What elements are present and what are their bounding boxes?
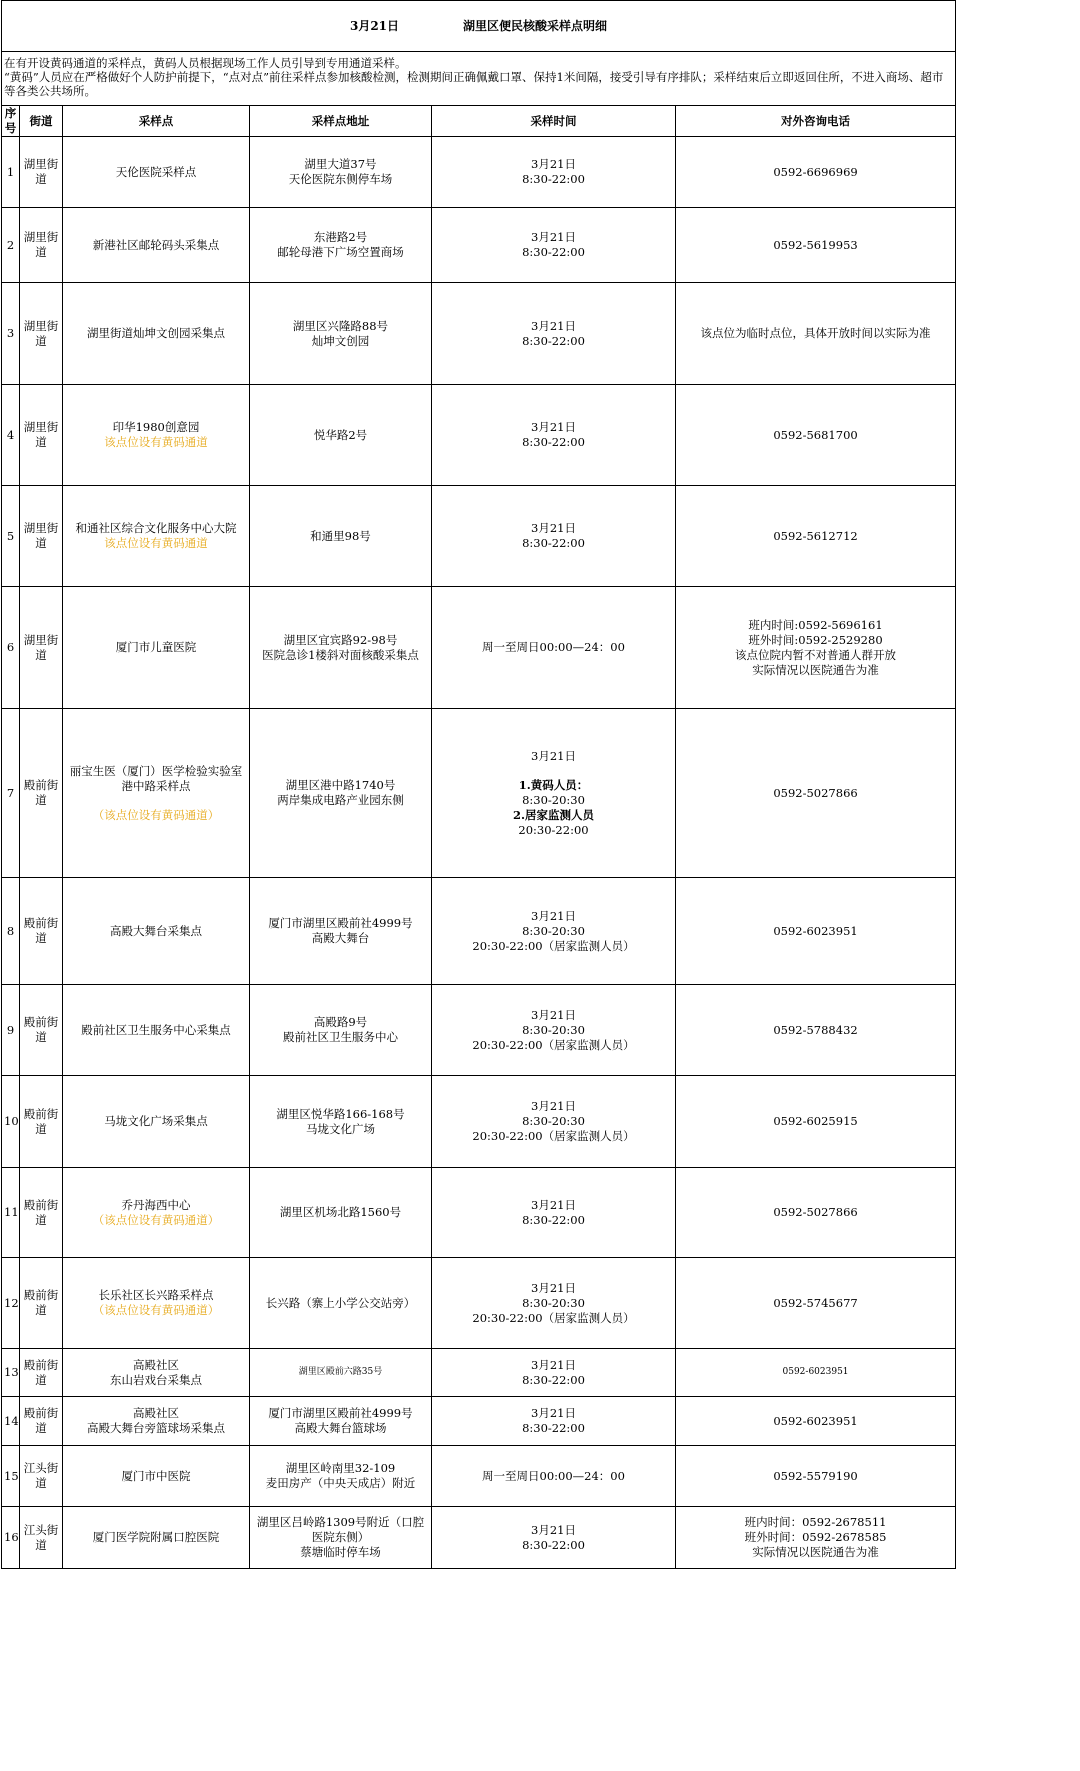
cell-phone xyxy=(676,1076,956,1168)
site-name-line: 高殿大舞台采集点 xyxy=(110,923,202,938)
table-row xyxy=(2,137,956,208)
document-title xyxy=(2,1,956,52)
table-row xyxy=(2,1168,956,1258)
cell-no: 1 xyxy=(2,137,20,208)
cell-phone xyxy=(676,137,956,208)
table-row xyxy=(2,985,956,1076)
notice-text xyxy=(2,52,956,106)
table-row xyxy=(2,208,956,283)
cell-address xyxy=(250,385,432,486)
table-row xyxy=(2,385,956,486)
time-line: 3月21日 xyxy=(531,1007,576,1022)
cell-time xyxy=(432,283,676,385)
cell-phone xyxy=(676,587,956,709)
cell-time xyxy=(432,137,676,208)
header-phone: 对外咨询电话 xyxy=(676,106,956,137)
table-row xyxy=(2,486,956,587)
cell-phone xyxy=(676,486,956,587)
address-line: 和通里98号 xyxy=(310,528,371,543)
cell-time xyxy=(432,985,676,1076)
cell-phone xyxy=(676,1397,956,1446)
table-row xyxy=(2,1258,956,1349)
cell-no: 9 xyxy=(2,985,20,1076)
phone-line: 0592-6025915 xyxy=(773,1114,858,1128)
phone-line: 实际情况以医院通告为准 xyxy=(752,1545,879,1559)
phone-line: 该点位院内暂不对普通人群开放 xyxy=(735,647,897,662)
cell-site xyxy=(63,878,250,985)
phone-line: 0592-6023951 xyxy=(782,1367,849,1377)
time-line: 8:30-22:00 xyxy=(522,1212,585,1227)
address-line: 两岸集成电路产业园东侧 xyxy=(277,793,404,807)
table-row xyxy=(2,1076,956,1168)
time-line: 3月21日 xyxy=(531,318,576,333)
time-line: 8:30-22:00 xyxy=(522,1537,585,1552)
site-name-line: 东山岩戏台采集点 xyxy=(110,1372,202,1387)
address-line: 蔡塘临时停车场 xyxy=(300,1545,381,1559)
time-line: 3月21日 xyxy=(531,1280,576,1295)
time-line: 8:30-22:00 xyxy=(522,1372,585,1387)
site-name-line: 印华1980创意园 xyxy=(112,420,200,434)
cell-no: 12 xyxy=(2,1258,20,1349)
time-line: 3月21日 xyxy=(531,157,576,171)
site-name-line: 高殿社区 xyxy=(133,1357,179,1372)
time-label-line: 1.黄码人员： xyxy=(518,777,589,792)
cell-site xyxy=(63,1507,250,1569)
time-line: 8:30-20:30 xyxy=(522,1295,585,1310)
cell-address xyxy=(250,1507,432,1569)
cell-phone xyxy=(676,985,956,1076)
cell-no: 16 xyxy=(2,1507,20,1569)
cell-street: 殿前街道 xyxy=(20,878,63,985)
header-address: 采样点地址 xyxy=(250,106,432,137)
cell-street: 江头街道 xyxy=(20,1446,63,1507)
cell-site xyxy=(63,1446,250,1507)
time-line: 3月21日 xyxy=(531,420,576,434)
time-line: 3月21日 xyxy=(531,230,576,244)
address-line: 湖里区吕岭路1309号附近（口腔 xyxy=(256,1515,425,1529)
cell-phone xyxy=(676,385,956,486)
table-row xyxy=(2,1507,956,1569)
time-line: 3月21日 xyxy=(531,908,576,923)
cell-time xyxy=(432,385,676,486)
address-line: 天伦医院东侧停车场 xyxy=(288,172,393,186)
cell-phone xyxy=(676,1258,956,1349)
cell-site xyxy=(63,1397,250,1446)
time-line: 8:30-22:00 xyxy=(522,536,585,550)
time-line: 3月21日 xyxy=(531,1099,576,1113)
cell-time xyxy=(432,208,676,283)
cell-time xyxy=(432,1507,676,1569)
table-body xyxy=(2,137,956,1569)
cell-site xyxy=(63,587,250,709)
cell-street: 殿前街道 xyxy=(20,985,63,1076)
cell-no: 11 xyxy=(2,1168,20,1258)
site-name-line: 高殿大舞台旁篮球场采集点 xyxy=(87,1421,225,1435)
table-row xyxy=(2,878,956,985)
address-line: 长兴路（寨上小学公交站旁） xyxy=(265,1295,416,1310)
phone-line: 班内时间：0592-2678511 xyxy=(744,1515,887,1529)
cell-address xyxy=(250,985,432,1076)
cell-phone xyxy=(676,1507,956,1569)
cell-time xyxy=(432,1349,676,1397)
site-name-line: 丽宝生医（厦门）医学检验实验室 xyxy=(69,763,243,778)
header-time: 采样时间 xyxy=(432,106,676,137)
address-line: 高殿路9号 xyxy=(313,1015,368,1029)
cell-phone xyxy=(676,283,956,385)
cell-address xyxy=(250,1168,432,1258)
cell-street: 殿前街道 xyxy=(20,1258,63,1349)
cell-address xyxy=(250,486,432,587)
spacer xyxy=(65,794,247,808)
cell-no: 15 xyxy=(2,1446,20,1507)
site-name-line: 殿前社区卫生服务中心采集点 xyxy=(81,1022,231,1037)
cell-phone xyxy=(676,709,956,878)
site-name-line: 厦门市儿童医院 xyxy=(115,640,197,654)
cell-site xyxy=(63,486,250,587)
cell-time xyxy=(432,486,676,587)
cell-phone xyxy=(676,1349,956,1397)
site-name-line: 湖里街道灿坤文创园采集点 xyxy=(87,326,225,340)
cell-address xyxy=(250,208,432,283)
cell-address xyxy=(250,283,432,385)
sampling-sites-table xyxy=(1,0,956,1569)
site-name-line: 新港社区邮轮码头采集点 xyxy=(92,237,220,252)
cell-site xyxy=(63,1168,250,1258)
cell-time xyxy=(432,1397,676,1446)
cell-no: 4 xyxy=(2,385,20,486)
time-line: 20:30-22:00 xyxy=(518,822,589,837)
address-line: 高殿大舞台 xyxy=(311,931,370,945)
address-line: 悦华路2号 xyxy=(313,427,368,442)
address-line: 厦门市湖里区殿前社4999号 xyxy=(268,1406,413,1420)
cell-street: 湖里街道 xyxy=(20,385,63,486)
cell-time xyxy=(432,1076,676,1168)
address-line: 马垅文化广场 xyxy=(306,1121,375,1136)
cell-site xyxy=(63,208,250,283)
cell-no: 13 xyxy=(2,1349,20,1397)
cell-address xyxy=(250,587,432,709)
cell-site xyxy=(63,283,250,385)
phone-line: 0592-5027866 xyxy=(773,1205,858,1219)
address-line: 厦门市湖里区殿前社4999号 xyxy=(268,916,413,930)
site-name-line: 和通社区综合文化服务中心大院 xyxy=(75,521,237,535)
cell-street: 殿前街道 xyxy=(20,1349,63,1397)
cell-site xyxy=(63,1076,250,1168)
time-line: 周一至周日00:00—24：00 xyxy=(482,1468,625,1483)
cell-site xyxy=(63,709,250,878)
header-street: 街道 xyxy=(20,106,63,137)
notice-line-2: “黄码”人员应在严格做好个人防护前提下，“点对点”前往采样点参加核酸检测，检测期间正确佩戴口罩、保持1米间隔，接受引导有序排队；采样结束后立即返回住所，不进入商场、超市等各类公共场所。 xyxy=(4,70,944,98)
address-line: 东港路2号 xyxy=(313,230,368,244)
address-line: 湖里区殿前六路35号 xyxy=(298,1367,383,1377)
cell-site xyxy=(63,985,250,1076)
yellow-code-note: （该点位设有黄码通道） xyxy=(92,1212,220,1227)
site-name-line: 马垅文化广场采集点 xyxy=(104,1114,208,1128)
phone-line: 0592-5579190 xyxy=(773,1468,858,1483)
yellow-code-note: 该点位设有黄码通道 xyxy=(104,435,208,449)
yellow-code-note: （该点位设有黄码通道） xyxy=(92,1303,220,1317)
cell-street: 湖里街道 xyxy=(20,587,63,709)
time-line: 8:30-22:00 xyxy=(522,1421,585,1435)
cell-phone xyxy=(676,208,956,283)
yellow-code-note: （该点位设有黄码通道） xyxy=(92,807,220,822)
cell-time xyxy=(432,587,676,709)
cell-street: 殿前街道 xyxy=(20,1397,63,1446)
cell-address xyxy=(250,1446,432,1507)
cell-time xyxy=(432,1446,676,1507)
phone-line: 该点位为临时点位，具体开放时间以实际为准 xyxy=(700,326,931,340)
table-row xyxy=(2,1349,956,1397)
phone-line: 0592-5745677 xyxy=(773,1295,858,1310)
site-name-line: 港中路采样点 xyxy=(121,778,191,793)
cell-address xyxy=(250,1258,432,1349)
time-line: 3月21日 xyxy=(531,1406,576,1420)
cell-no: 8 xyxy=(2,878,20,985)
time-line: 20:30-22:00（居家监测人员） xyxy=(472,1310,635,1325)
time-line: 20:30-22:00（居家监测人员） xyxy=(472,1037,635,1052)
cell-no: 10 xyxy=(2,1076,20,1168)
site-name-line: 高殿社区 xyxy=(133,1406,179,1420)
site-name-line: 天伦医院采样点 xyxy=(115,164,197,179)
cell-site xyxy=(63,385,250,486)
table-row xyxy=(2,1397,956,1446)
table-row xyxy=(2,587,956,709)
cell-time xyxy=(432,1258,676,1349)
cell-street: 湖里街道 xyxy=(20,208,63,283)
cell-phone xyxy=(676,1168,956,1258)
time-line: 3月21日 xyxy=(531,1522,576,1537)
cell-street: 殿前街道 xyxy=(20,1168,63,1258)
cell-phone xyxy=(676,1446,956,1507)
cell-address xyxy=(250,1397,432,1446)
cell-address xyxy=(250,1349,432,1397)
time-line: 20:30-22:00（居家监测人员） xyxy=(472,1129,635,1143)
time-line: 20:30-22:00（居家监测人员） xyxy=(472,938,635,953)
phone-line: 0592-6023951 xyxy=(773,923,858,938)
phone-line: 0592-5027866 xyxy=(773,785,858,800)
cell-no: 7 xyxy=(2,709,20,878)
site-name-line: 厦门市中医院 xyxy=(121,1468,191,1483)
phone-line: 0592-5681700 xyxy=(773,427,858,442)
cell-no: 2 xyxy=(2,208,20,283)
cell-address xyxy=(250,709,432,878)
address-line: 湖里区宜宾路92-98号 xyxy=(283,632,398,647)
address-line: 灿坤文创园 xyxy=(311,333,370,348)
address-line: 湖里区悦华路166-168号 xyxy=(276,1106,405,1121)
time-line: 8:30-20:30 xyxy=(522,1114,585,1128)
time-line: 8:30-22:00 xyxy=(522,435,585,449)
time-line: 8:30-20:30 xyxy=(522,923,585,938)
address-line: 高殿大舞台篮球场 xyxy=(294,1421,387,1435)
title-name: 湖里区便民核酸采样点明细 xyxy=(463,18,608,33)
cell-street: 江头街道 xyxy=(20,1507,63,1569)
title-date: 3月21日 xyxy=(349,18,400,33)
time-line: 3月21日 xyxy=(531,521,576,535)
time-line: 3月21日 xyxy=(531,748,576,763)
cell-no: 14 xyxy=(2,1397,20,1446)
table-row xyxy=(2,1446,956,1507)
time-line: 8:30-20:30 xyxy=(522,1022,585,1037)
site-name-line: 乔丹海西中心 xyxy=(121,1197,191,1212)
time-line: 8:30-22:00 xyxy=(522,245,585,259)
phone-line: 班内时间:0592-5696161 xyxy=(748,617,883,632)
cell-time xyxy=(432,878,676,985)
phone-line: 班外时间：0592-2678585 xyxy=(744,1530,887,1544)
time-label-line: 2.居家监测人员 xyxy=(512,807,594,822)
phone-line: 班外时间:0592-2529280 xyxy=(748,632,883,647)
time-line: 3月21日 xyxy=(531,1197,576,1212)
cell-no: 6 xyxy=(2,587,20,709)
phone-line: 0592-6023951 xyxy=(773,1413,858,1428)
cell-street: 湖里街道 xyxy=(20,137,63,208)
notice-line-1: 在有开设黄码通道的采样点，黄码人员根据现场工作人员引导到专用通道采样。 xyxy=(4,56,407,70)
cell-address xyxy=(250,878,432,985)
table-row xyxy=(2,709,956,878)
time-line: 8:30-22:00 xyxy=(522,172,585,186)
address-line: 湖里区港中路1740号 xyxy=(285,778,396,792)
phone-line: 0592-5612712 xyxy=(773,528,858,543)
cell-address xyxy=(250,1076,432,1168)
address-line: 湖里区岭南里32-109 xyxy=(285,1461,396,1475)
cell-street: 湖里街道 xyxy=(20,283,63,385)
cell-street: 湖里街道 xyxy=(20,486,63,587)
header-site: 采样点 xyxy=(63,106,250,137)
time-line: 周一至周日00:00—24：00 xyxy=(482,640,625,654)
cell-no: 3 xyxy=(2,283,20,385)
phone-line: 0592-5619953 xyxy=(773,237,858,252)
site-name-line: 厦门医学院附属口腔医院 xyxy=(92,1530,220,1544)
cell-no: 5 xyxy=(2,486,20,587)
phone-line: 实际情况以医院通告为准 xyxy=(752,662,879,677)
cell-phone xyxy=(676,878,956,985)
address-line: 湖里区机场北路1560号 xyxy=(279,1205,402,1219)
address-line: 医院急诊1楼斜对面核酸采集点 xyxy=(262,647,419,662)
cell-street: 殿前街道 xyxy=(20,709,63,878)
time-line: 8:30-22:00 xyxy=(522,333,585,348)
cell-site xyxy=(63,1349,250,1397)
table-row xyxy=(2,283,956,385)
phone-line: 0592-6696969 xyxy=(773,164,858,179)
address-line: 邮轮母港下广场空置商场 xyxy=(277,245,404,259)
yellow-code-note: 该点位设有黄码通道 xyxy=(104,536,208,550)
cell-site xyxy=(63,1258,250,1349)
cell-time xyxy=(432,1168,676,1258)
cell-time xyxy=(432,709,676,878)
time-line: 3月21日 xyxy=(531,1357,576,1372)
site-name-line: 长乐社区长兴路采样点 xyxy=(98,1288,214,1302)
cell-address xyxy=(250,137,432,208)
time-line: 8:30-20:30 xyxy=(522,792,585,807)
header-row xyxy=(2,106,956,137)
address-line: 麦田房产（中央天成店）附近 xyxy=(265,1476,416,1490)
phone-line: 0592-5788432 xyxy=(773,1022,858,1037)
spacer xyxy=(434,764,673,778)
address-line: 湖里大道37号 xyxy=(304,157,377,171)
header-no: 序号 xyxy=(2,106,20,137)
address-line: 殿前社区卫生服务中心 xyxy=(283,1030,398,1044)
address-line: 湖里区兴隆路88号 xyxy=(292,318,389,333)
cell-site xyxy=(63,137,250,208)
cell-street: 殿前街道 xyxy=(20,1076,63,1168)
address-line: 医院东侧） xyxy=(311,1530,370,1544)
